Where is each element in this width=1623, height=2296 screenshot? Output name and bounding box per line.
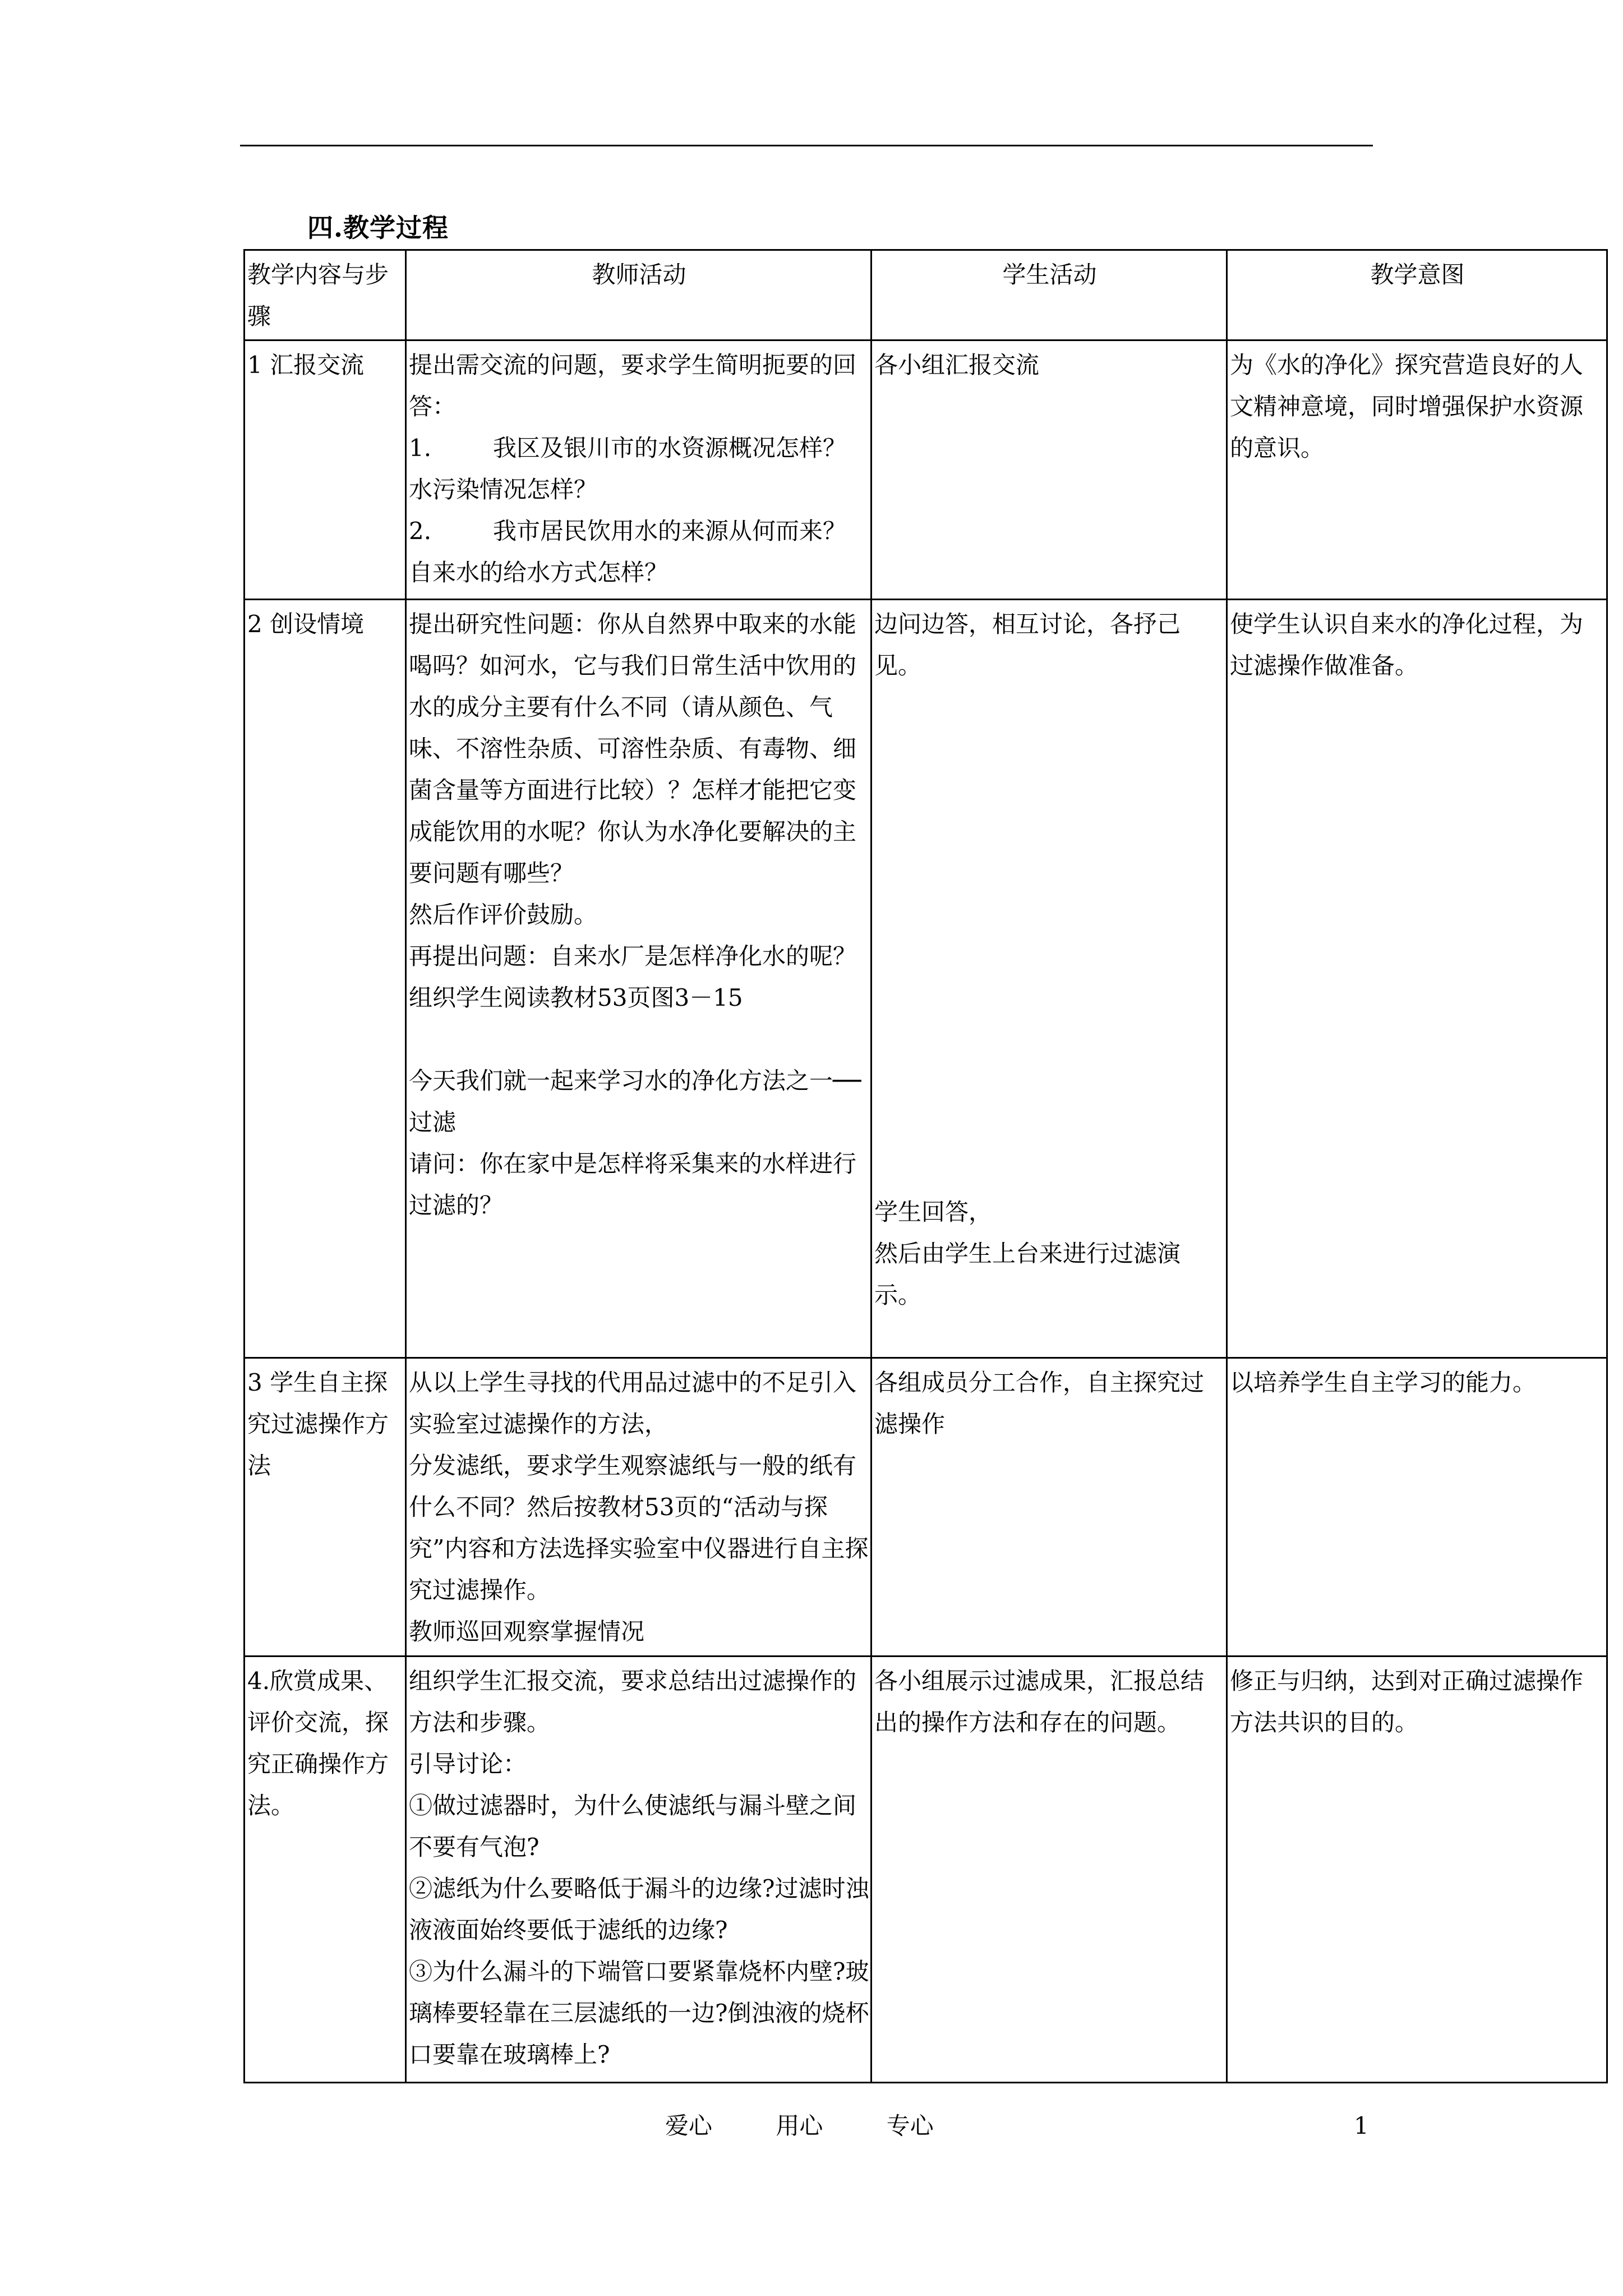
table-row xyxy=(245,1358,1607,1657)
footer-word: 爱心 xyxy=(665,2112,713,2139)
teacher-cell xyxy=(406,1657,872,2083)
teacher-numbered-item xyxy=(409,427,869,510)
header-intent: 教学意图 xyxy=(1227,250,1607,341)
intent-text: 为《水的净化》探究营造良好的人文精神意境，同时增强保护水资源的意识。 xyxy=(1230,351,1584,462)
teaching-process-table xyxy=(243,249,1608,2083)
student-cell xyxy=(872,1657,1227,2083)
header-teacher: 教师活动 xyxy=(406,250,872,341)
student-text: 学生回答， xyxy=(874,1198,993,1226)
header-rule xyxy=(240,145,1373,146)
header-step: 教学内容与步骤 xyxy=(245,250,406,341)
student-text: 各组成员分工合作，自主探究过滤操作 xyxy=(874,1369,1205,1438)
teacher-cell xyxy=(406,341,872,600)
table-row xyxy=(245,1657,1607,2083)
student-text: 然后由学生上台来进行过滤演示。 xyxy=(874,1240,1181,1309)
header-student: 学生活动 xyxy=(872,250,1227,341)
teacher-text: ③为什么漏斗的下端管口要紧靠烧杯内壁?玻璃棒要轻靠在三层滤纸的一边?倒浊液的烧杯口要靠在玻璃棒上? xyxy=(409,1958,869,2068)
teacher-text: 今天我们就一起来学习水的净化方法之一──过滤 xyxy=(409,1067,861,1136)
item-text: 我区及银川市的水资源概况怎样？水污染情况怎样？ xyxy=(409,434,847,503)
teacher-numbered-item xyxy=(409,510,869,593)
table-header-row xyxy=(245,250,1607,341)
teacher-text: 请问：你在家中是怎样将采集来的水样进行过滤的？ xyxy=(409,1150,857,1219)
footer-motto xyxy=(665,2109,990,2143)
intent-cell xyxy=(1227,1358,1607,1657)
teacher-text: 组织学生汇报交流，要求总结出过滤操作的方法和步骤。 xyxy=(409,1667,857,1736)
student-text: 边问边答，相互讨论，各抒己见。 xyxy=(874,610,1181,679)
teacher-text: 组织学生阅读教材53页图3－15 xyxy=(409,984,743,1011)
table-row xyxy=(245,600,1607,1358)
intent-text: 修正与归纳，达到对正确过滤操作方法共识的目的。 xyxy=(1230,1667,1584,1736)
step-cell: 4.欣赏成果、评价交流，探究正确操作方法。 xyxy=(245,1657,406,2083)
item-number: 2. xyxy=(409,517,432,545)
student-cell xyxy=(872,1358,1227,1657)
teacher-text: 再提出问题：自来水厂是怎样净化水的呢？ xyxy=(409,942,857,970)
intent-text: 使学生认识自来水的净化过程，为过滤操作做准备。 xyxy=(1230,610,1584,679)
section-title: 四.教学过程 xyxy=(307,213,449,243)
teacher-text: 然后作评价鼓励。 xyxy=(409,901,598,928)
intent-text: 以培养学生自主学习的能力。 xyxy=(1230,1369,1537,1396)
teacher-text: 提出需交流的问题，要求学生简明扼要的回答： xyxy=(409,351,857,420)
student-text: 各小组展示过滤成果，汇报总结出的操作方法和存在的问题。 xyxy=(874,1667,1205,1736)
teacher-text: ②滤纸为什么要略低于漏斗的边缘?过滤时浊液液面始终要低于滤纸的边缘? xyxy=(409,1875,869,1944)
teacher-text: 引导讨论： xyxy=(409,1750,527,1778)
student-text: 各小组汇报交流 xyxy=(874,351,1040,379)
intent-cell xyxy=(1227,600,1607,1358)
teacher-cell xyxy=(406,600,872,1358)
teacher-text: 从以上学生寻找的代用品过滤中的不足引入实验室过滤操作的方法， xyxy=(409,1369,857,1438)
page-number: 1 xyxy=(1354,2112,1369,2139)
step-cell: 2 创设情境 xyxy=(245,600,406,1358)
footer-word: 专心 xyxy=(886,2112,934,2139)
intent-cell xyxy=(1227,1657,1607,2083)
teacher-text: ①做过滤器时，为什么使滤纸与漏斗壁之间不要有气泡? xyxy=(409,1792,857,1861)
student-cell xyxy=(872,600,1227,1358)
step-cell: 3 学生自主探究过滤操作方法 xyxy=(245,1358,406,1657)
teacher-text: 分发滤纸，要求学生观察滤纸与一般的纸有什么不同？然后按教材53页的“活动与探究”内容和方法选择实验室中仪器进行自主探究过滤操作。 xyxy=(409,1452,869,1604)
table-row xyxy=(245,341,1607,600)
teacher-text: 教师巡回观察掌握情况 xyxy=(409,1618,645,1645)
teacher-cell xyxy=(406,1358,872,1657)
item-number: 1. xyxy=(409,434,432,462)
student-cell xyxy=(872,341,1227,600)
step-cell: 1 汇报交流 xyxy=(245,341,406,600)
blank-line xyxy=(409,1019,869,1060)
intent-cell xyxy=(1227,341,1607,600)
footer-word: 用心 xyxy=(776,2112,823,2139)
teacher-text: 提出研究性问题：你从自然界中取来的水能喝吗？如河水，它与我们日常生活中饮用的水的成分主要有什么不同（请从颜色、气味、不溶性杂质、可溶性杂质、有毒物、细菌含量等方面进行比较）？怎样才能把它变成能饮用的水呢？你认为水净化要解决的主要问题有哪些？ xyxy=(409,610,857,887)
item-text: 我市居民饮用水的来源从何而来？自来水的给水方式怎样？ xyxy=(409,517,847,586)
